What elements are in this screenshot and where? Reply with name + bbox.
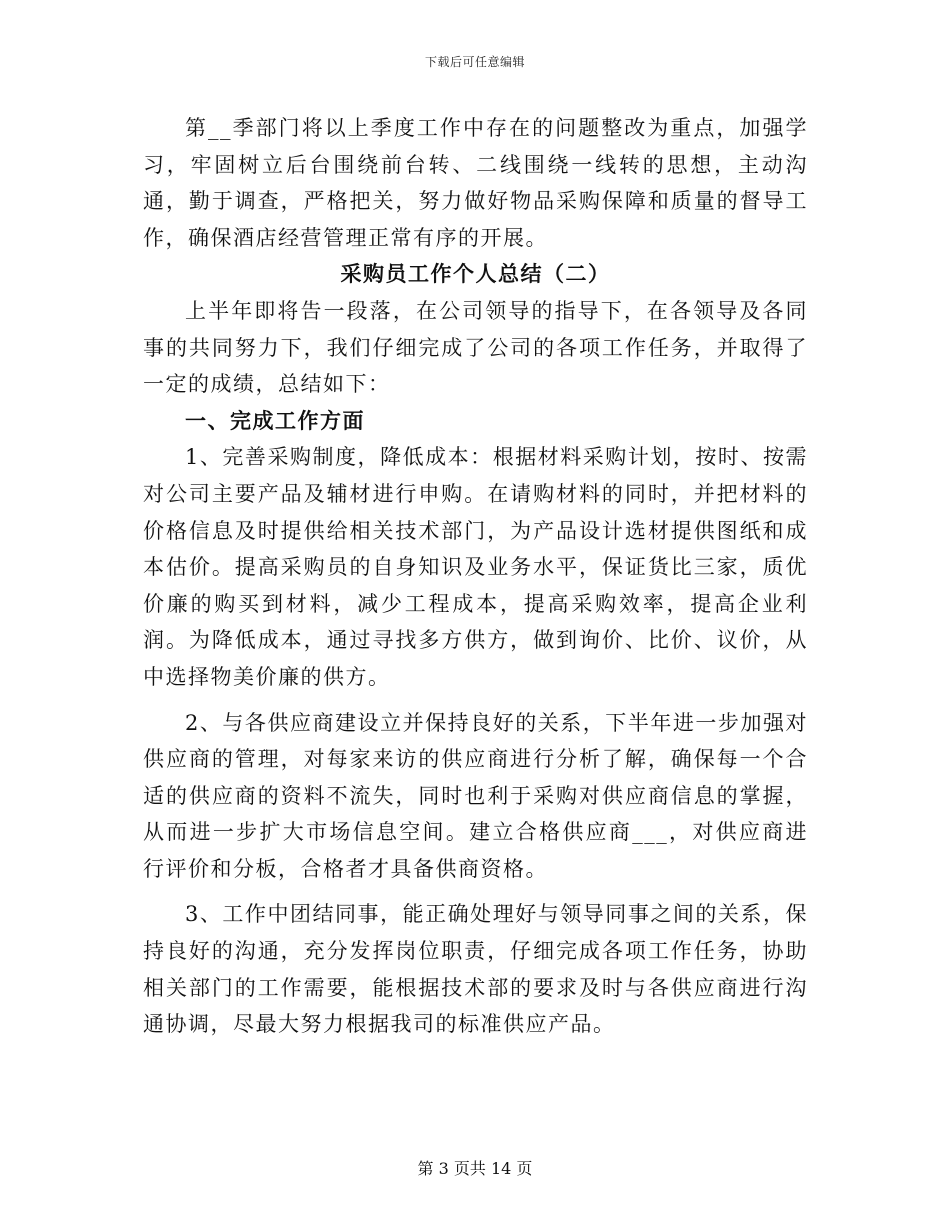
page-number-footer: 第 3 页共 14 页	[417, 1159, 533, 1178]
list-item: 3、工作中团结同事，能正确处理好与领导同事之间的关系，保持良好的沟通，充分发挥岗位职责，仔细完成各项工作任务，协助相关部门的工作需要，能根据技术部的要求及时与各供应商进行沟通协调，尽最大努力根据我司的标准供应产品。	[143, 902, 808, 1037]
document-title: 采购员工作个人总结（二）	[340, 261, 611, 287]
intro-paragraph: 第__季部门将以上季度工作中存在的问题整改为重点，加强学习，牢固树立后台围绕前台转、二线围绕一线转的思想，主动沟通，勤于调查，严格把关，努力做好物品采购保障和质量的督导工作，确保酒店经营管理正常有序的开展。	[143, 116, 808, 250]
list-item: 1、完善采购制度，降低成本：根据材料采购计划，按时、按需对公司主要产品及辅材进行申购。在请购材料的同时，并把材料的价格信息及时提供给相关技术部门，为产品设计选材提供图纸和成本估价。提高采购员的自身知识及业务水平，保证货比三家，质优价廉的购买到材料，减少工程成本，提高采购效率，提高企业利润。为降低成本，通过寻找多方供方，做到询价、比价、议价，从中选择物美价廉的供方。	[143, 445, 808, 689]
opening-paragraph: 上半年即将告一段落，在公司领导的指导下，在各领导及各同事的共同努力下，我们仔细完成了公司的各项工作任务，并取得了一定的成绩，总结如下：	[143, 298, 808, 397]
list-item: 2、与各供应商建设立并保持良好的关系，下半年进一步加强对供应商的管理，对每家来访的供应商进行分析了解，确保每一个合适的供应商的资料不流失，同时也利于采购对供应商信息的掌握，从而进一步扩大市场信息空间。建立合格供应商___，对供应商进行评价和分板，合格者才具备供商资格。	[143, 710, 808, 881]
document-body	[143, 110, 808, 1043]
page-header-note: 下载后可任意编辑	[424, 55, 525, 69]
section-heading: 一、完成工作方面	[185, 407, 365, 433]
